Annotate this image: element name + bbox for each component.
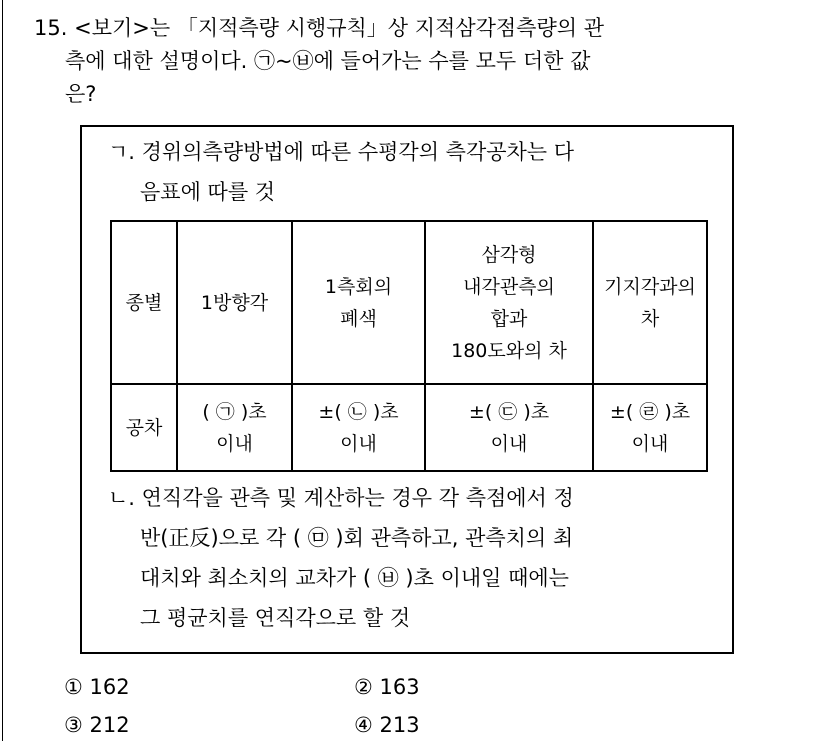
tolerance-table	[110, 220, 708, 472]
item2-line-1: ㄴ. 연직각을 관측 및 계산하는 경우 각 측점에서 정	[108, 486, 574, 510]
table-cell	[177, 384, 292, 471]
page-left-border	[2, 0, 3, 741]
header-text: 기지각과의	[604, 275, 696, 298]
header-text: 합과	[490, 307, 528, 330]
cell-text: ±( ㉡ )초	[318, 400, 399, 423]
option-1[interactable]: ① 162	[64, 675, 130, 699]
header-text: 1측회의	[324, 275, 393, 298]
item1-line-1: ㄱ. 경위의측량방법에 따른 수평각의 측각공차는 다	[108, 140, 575, 164]
cell-text: 이내	[216, 432, 253, 455]
bogi-item-2	[108, 478, 728, 638]
table-cell	[425, 384, 593, 471]
item2-line-4: 그 평균치를 연직각으로 할 것	[140, 606, 411, 630]
header-cell	[111, 221, 177, 384]
cell-text: ±( ㉣ )초	[609, 400, 691, 423]
header-text: 차	[640, 307, 660, 330]
question-number: 15.	[34, 16, 68, 40]
header-text: 내각관측의	[463, 275, 555, 298]
header-cell	[593, 221, 707, 384]
question-line-2: 측에 대한 설명이다. ㉠~㉥에 들어가는 수를 모두 더한 값	[65, 49, 591, 73]
question-stem	[34, 12, 794, 111]
cell-text: ( ㉠ )초	[202, 400, 267, 423]
header-text: 종별	[125, 291, 163, 314]
bogi-item-1	[108, 132, 728, 212]
option-2[interactable]: ② 163	[354, 675, 420, 699]
item2-line-2: 반(正反)으로 각 ( ㉤ )회 관측하고, 관측치의 최	[140, 526, 574, 550]
table-cell	[593, 384, 707, 471]
table-row	[111, 384, 707, 471]
table-cell	[292, 384, 425, 471]
cell-text: ±( ㉢ )초	[468, 400, 550, 423]
cell-text: 이내	[490, 432, 528, 455]
question-line-3: 은?	[65, 82, 97, 106]
header-cell	[177, 221, 292, 384]
header-text: 180도와의 차	[451, 339, 567, 362]
table-header-row	[111, 221, 707, 384]
cell-text: 이내	[631, 432, 669, 455]
header-text: 폐색	[340, 307, 377, 330]
question-line-1: <보기>는 「지적측량 시행규칙」상 지적삼각점측량의 관	[74, 16, 604, 40]
item1-line-2: 음표에 따를 것	[140, 180, 276, 204]
option-3[interactable]: ③ 212	[64, 713, 130, 737]
option-4[interactable]: ④ 213	[354, 713, 420, 737]
item2-line-3: 대치와 최소치의 교차가 ( ㉥ )초 이내일 때에는	[140, 566, 569, 590]
header-cell	[292, 221, 425, 384]
header-text: 1방향각	[200, 291, 269, 314]
header-text: 삼각형	[481, 243, 537, 266]
row-label: 공차	[111, 384, 177, 471]
cell-text: 이내	[340, 432, 377, 455]
header-cell	[425, 221, 593, 384]
